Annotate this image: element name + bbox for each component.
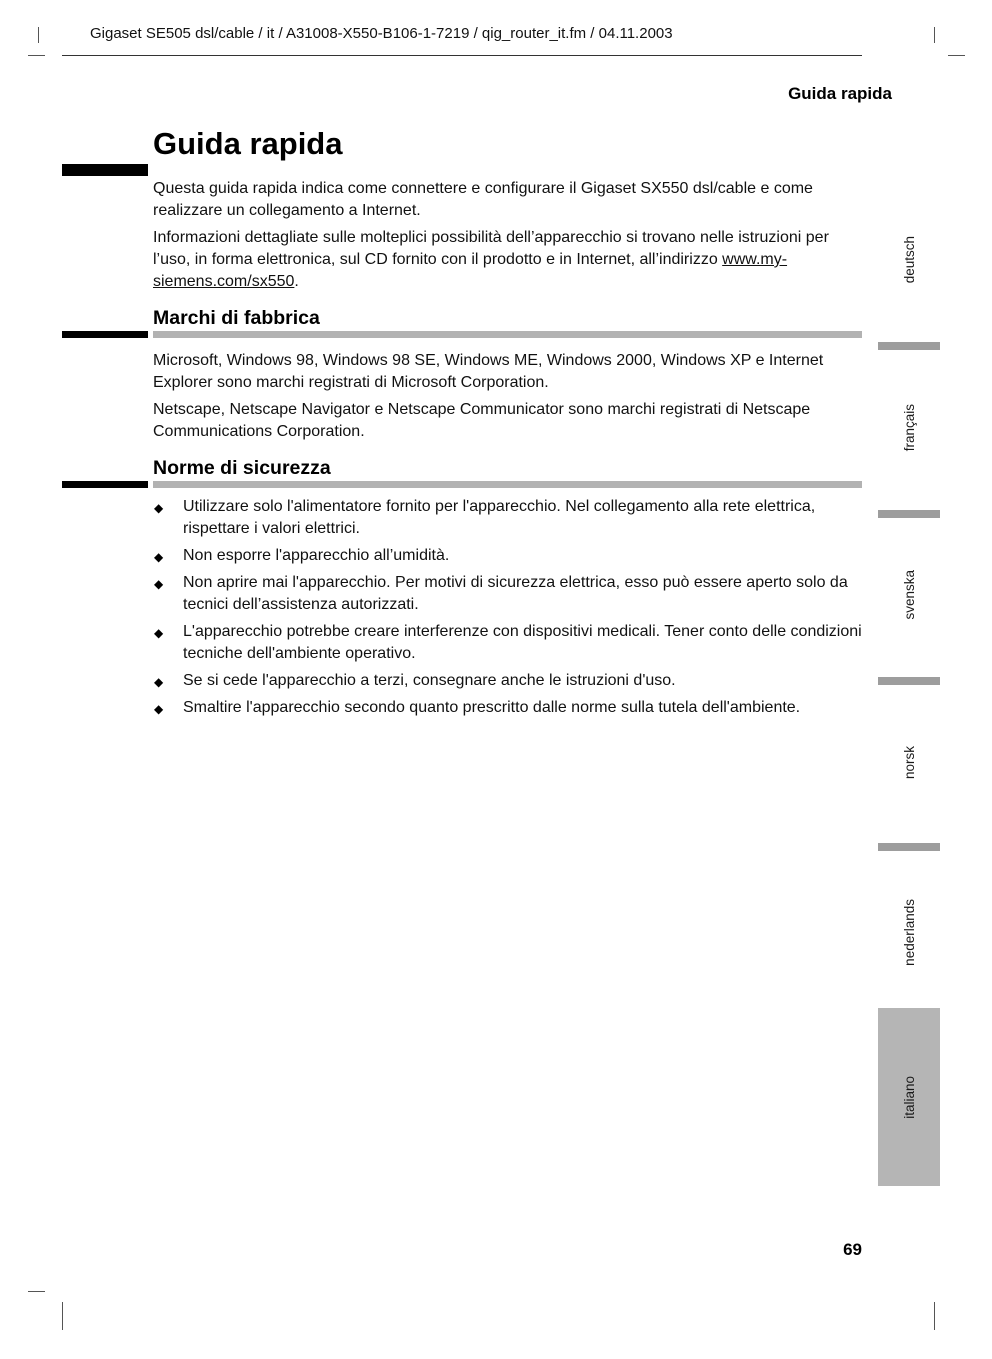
diamond-bullet-icon: ◆ [154, 550, 164, 564]
running-header-section: Guida rapida [788, 84, 892, 103]
heading-rule-trademarks [62, 331, 862, 338]
header-rule [62, 55, 862, 56]
list-item [153, 496, 862, 540]
diamond-bullet-icon: ◆ [154, 577, 164, 591]
list-item [153, 621, 862, 665]
content-column [62, 122, 862, 724]
section-trademarks [62, 307, 862, 443]
crop-mark-bottom-left [62, 1302, 63, 1330]
sidebar-separator [878, 510, 940, 518]
crop-mark-right-dash [948, 55, 965, 56]
heading-rule-safety [62, 481, 862, 488]
crop-mark-bottom-right [934, 1302, 935, 1330]
language-label: norsk [901, 745, 917, 779]
heading-rule-gray [153, 331, 862, 338]
language-label: nederlands [901, 899, 917, 966]
heading-rule-black [62, 331, 148, 338]
list-item [153, 572, 862, 616]
sidebar-language-francais [878, 380, 940, 475]
language-label: svenska [901, 570, 917, 620]
language-label: français [901, 403, 917, 452]
list-item-text: Smaltire l'apparecchio secondo quanto prescritto dalle norme sulla tutela dell'ambiente. [183, 699, 801, 716]
trademarks-paragraph-2: Netscape, Netscape Navigator e Netscape Communicator sono marchi registrati di Netscape Communications Corporation. [153, 401, 811, 440]
intro-paragraph-1: Questa guida rapida indica come connettere e configurare il Gigaset SX550 dsl/cable e come realizzare un collegamento a Internet. [153, 180, 813, 219]
page-number: 69 [843, 1240, 862, 1259]
page-title: Guida rapida [153, 126, 343, 161]
diamond-bullet-icon: ◆ [154, 626, 164, 640]
sidebar-language-deutsch [878, 210, 940, 310]
sidebar-language-svenska [878, 550, 940, 640]
crop-mark-bottom-left-dash [28, 1291, 45, 1292]
sidebar-language-nederlands [878, 880, 940, 985]
sidebar-separator [878, 342, 940, 350]
safety-list [153, 496, 862, 719]
list-item-text: L'apparecchio potrebbe creare interferenze con dispositivi medicali. Tener conto delle condizioni tecniche dell'ambiente operativo. [183, 623, 862, 662]
heading-rule-black [62, 481, 148, 488]
title-block [62, 122, 862, 178]
crop-mark-left-dash [28, 55, 45, 56]
list-item [153, 670, 862, 692]
section-heading-safety: Norme di sicurezza [153, 457, 331, 479]
language-label: italiano [901, 1075, 917, 1119]
crop-mark-top-right [934, 27, 935, 43]
document-header: Gigaset SE505 dsl/cable / it / A31008-X550-B106-1-7219 / qig_router_it.fm / 04.11.2003 [90, 25, 673, 42]
sidebar-language-italiano-active [878, 1008, 940, 1186]
list-item-text: Se si cede l'apparecchio a terzi, consegnare anche le istruzioni d'uso. [183, 672, 676, 689]
list-item [153, 697, 862, 719]
intro-paragraph-2 [153, 227, 862, 293]
sidebar-separator [878, 843, 940, 851]
section-safety [62, 457, 862, 719]
list-item-text: Non esporre l'apparecchio all’umidità. [183, 547, 450, 564]
intro-paragraph-2-period: . [294, 273, 299, 290]
website-link[interactable]: www.my-siemens.com/sx550 [153, 251, 788, 290]
intro-paragraph-2-text: Informazioni dettagliate sulle molteplici possibilità dell’apparecchio si trovano nelle istruzioni per l’uso, in forma elettronica, sul CD fornito con il prodotto e in Internet, all’indirizzo [153, 229, 829, 268]
list-item-text: Utilizzare solo l'alimentatore fornito per l'apparecchio. Nel collegamento alla rete elettrica, rispettare i valori elettrici. [183, 498, 816, 537]
title-marker-bar [62, 164, 148, 176]
sidebar-language-norsk [878, 715, 940, 810]
section-heading-trademarks: Marchi di fabbrica [153, 307, 320, 329]
list-item [153, 545, 862, 567]
list-item-text: Non aprire mai l'apparecchio. Per motivi di sicurezza elettrica, esso può essere aperto solo da tecnici dell’assistenza autorizzati. [183, 574, 848, 613]
diamond-bullet-icon: ◆ [154, 501, 164, 515]
trademarks-paragraph-1: Microsoft, Windows 98, Windows 98 SE, Windows ME, Windows 2000, Windows XP e Internet Explorer sono marchi registrati di Microsoft Corporation. [153, 352, 824, 391]
diamond-bullet-icon: ◆ [154, 702, 164, 716]
language-label: deutsch [901, 236, 917, 284]
crop-mark-top-left [38, 27, 39, 43]
sidebar-separator [878, 677, 940, 685]
diamond-bullet-icon: ◆ [154, 675, 164, 689]
heading-rule-gray [153, 481, 862, 488]
